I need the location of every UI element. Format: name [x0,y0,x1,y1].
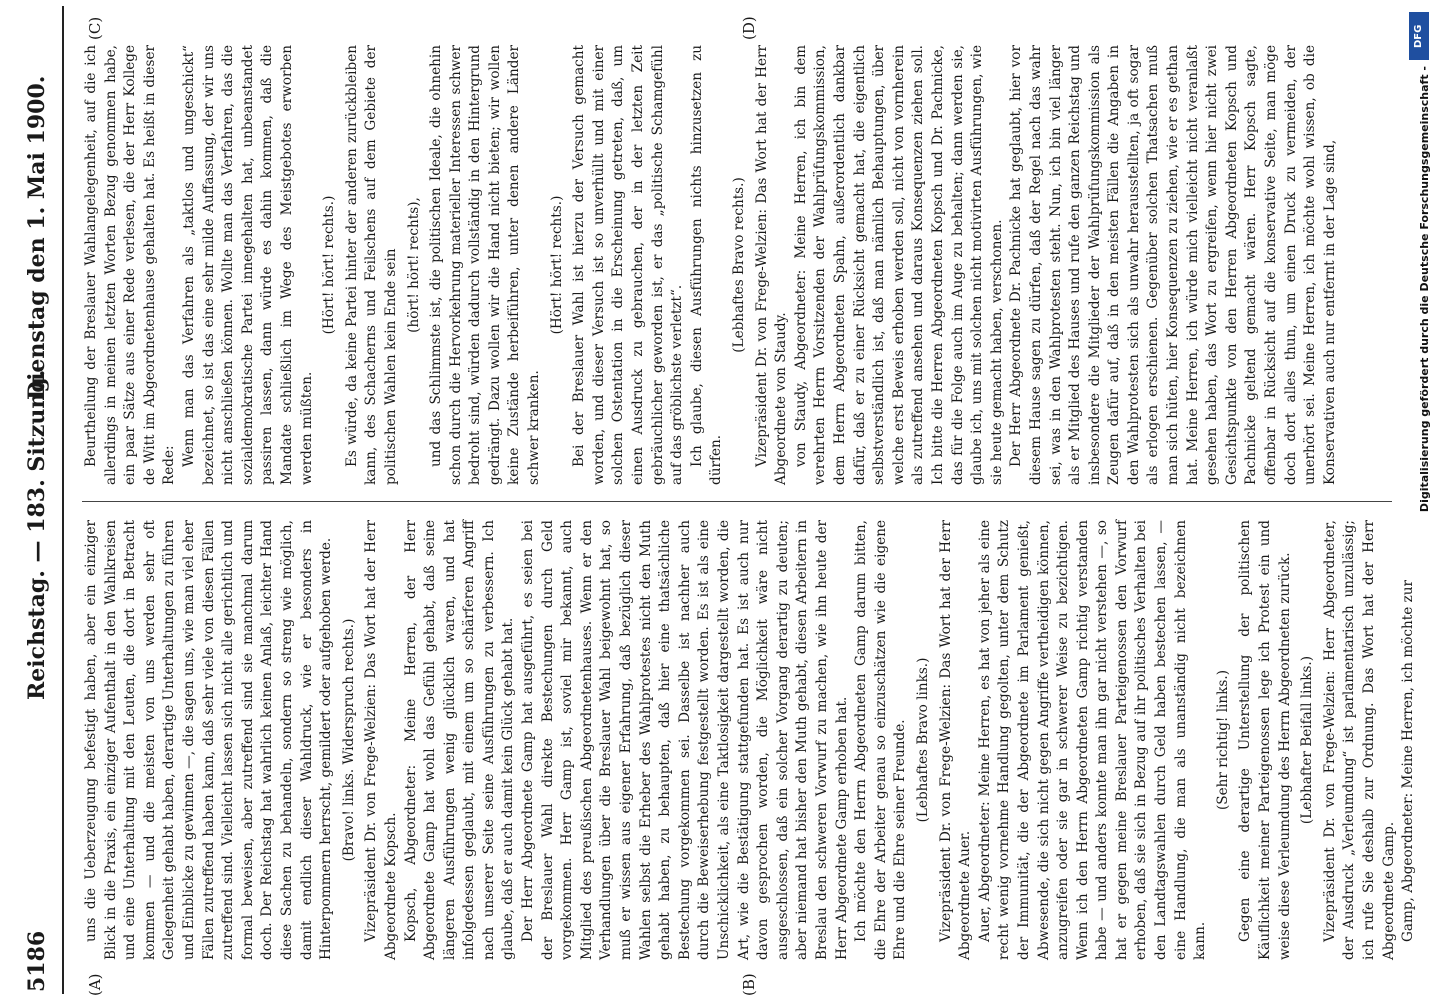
footer-text: Digitalisierung gefördert durch die Deutsche Forschungsgemeinschaft - [1418,66,1431,513]
column-separator [82,501,1392,502]
paragraph: Vizepräsident Dr. von Frege-Welzien: Herr Abgeordneter, der Ausdruck „Verleumdung“ ist parlamentarisch unzulässig; ich rufe Sie deshalb zur Ordnung. Das Wort hat der Herr Abgeordnete Gamp. [1321,520,1397,960]
paragraph: Gegen eine derartige Unterstellung der politischen Käuflichkeit meiner Parteigenossen lege ich Protest ein und weise diese Verleumdung des Herrn Abgeordneten zurück. [1237,520,1293,960]
header-rule [62,6,64,994]
paragraph: (Lebhaftes Bravo rechts.) [731,177,747,353]
paragraph: Wenn man das Verfahren als „taktlos und ungeschickt“ bezeichnet, so ist das eine sehr milde Auffassung, der wir uns nicht anschließen können. Wollte man das Verfahren, das die sozialdemokratische Partei innegehalten hat, unbeanstandet passiren lassen, dann würde es dahin kommen, daß die Mandate schließlich im Wege des Meistgebotes erworben werden müßten. [180,45,315,485]
paragraph: Der Herr Abgeordnete Dr. Pachnicke hat geglaubt, hier vor diesem Hause sagen zu dürfen, daß der Regel nach das wahr sei, was in den Wahlprotesten steht. Nun, ich bin viel länger als er Mitglied des Hauses und rufe den ganzen Reichstag und insbesondere die Mitglieder der Wahlprüfungskommission als Zeugen dafür auf, daß in den meisten Fällen die Angaben in den Wahlprotesten sich als unwahr herausstellten, ja oft sogar als erlogen erschienen. Gegenüber solchen Thatsachen muß man sich hüten, hier Konsequenzen zu ziehen, wie er es gethan hat. Meine Herren, ich würde mich vielleicht nicht veranlaßt gesehen haben, das Wort zu ergreifen, wenn hier nicht zwei Gesichtspunkte von den Herren Abgeordneten Kopsch und Pachnicke geltend gemacht wären. Herr Kopsch sagte, offenbar in Rücksicht auf die konservative Seite, man möge doch dort alles thun, um einen Druck zu vermeiden, der unerhört sei. Meine Herren, ich möchte wohl wissen, ob die Konservativen auch nur entfernt in der Lage sind, [1008,45,1338,485]
digitization-footer [1407,6,1431,996]
margin-mark-d: (D) [740,16,758,40]
paragraph: (hört! hört! rechts), [405,197,422,333]
page-header [22,0,56,1000]
paragraph: (Lebhafter Beifall links.) [1299,655,1316,825]
left-column [82,520,1417,960]
paragraph: Der Herr Abgeordnete Gamp hat ausgeführt, es seien bei der Breslauer Wahl direkte Bestechungen durch Geld vorgekommen. Herr Gamp ist, soviel mir bekannt, auch Mitglied des preußischen Abgeordnetenhauses. Wenn er den Verhandlungen über die Breslauer Wahl beigewohnt hat, so muß er wissen aus eigener Erfahrung, daß bezüglich dieser Wahlen selbst die Erheber des Wahlprotestes nicht den Muth gehabt haben, zu behaupten, daß hier eine thatsächliche Bestechung vorgekommen sei. Dasselbe ist nachher auch durch die Beweiserhebung festgestellt worden. Es ist als eine Unschicklichkeit, als eine Taktlosigkeit dargestellt worden, die Art, wie die Bestätigung stattgefunden hat. Es ist auch nur davon gesprochen worden, die Möglichkeit wäre nicht ausgeschlossen, daß ein solcher Vorgang derartig zu deuten; aber niemand hat bisher den Muth gehabt, diesen Arbeitern in Breslau den schweren Vorwurf zu machen, wie ihn heute der Herr Abgeordnete Gamp erhoben hat. [520,520,850,960]
dfg-logo: DFG [1409,12,1429,60]
paragraph: Vizepräsident Dr. von Frege-Welzien: Das Wort hat der Herr Abgeordnete Auer. [937,520,974,960]
page-number: 5186 [24,930,50,992]
margin-mark-c: (C) [86,16,104,40]
paragraph: (Lebhaftes Bravo links.) [914,657,931,823]
paragraph: Es würde, da keine Partei hinter der anderen zurückbleiben kann, des Schacherns und Feilschens auf dem Gebiete der politischen Wahlen kein Ende sein [343,45,399,485]
paragraph: Ich glaube, diesen Ausführungen nichts hinzusetzen zu dürfen. [688,45,725,485]
paragraph: Kopsch, Abgeordneter: Meine Herren, der Herr Abgeordnete Gamp hat wohl das Gefühl gehabt, daß seine längeren Ausführungen wenig glücklich waren, und hat infolgedessen geglaubt, mit einem um so schärferen Angriff nach unserer Seite seine Ausführungen zu verbessern. Ich glaube, daß er auch damit kein Glück gehabt hat. [402,520,517,960]
paragraph: Gamp, Abgeordneter: Meine Herren, ich möchte zur [1400,579,1417,942]
paragraph: Bei der Breslauer Wahl ist hierzu der Versuch gemacht worden, und dieser Versuch ist so unverhüllt und mit einer solchen Ostentation in die Erscheinung getreten, daß, um einen Ausdruck zu gebrauchen, der in der letzten Zeit gebräuchlicher geworden ist, er das „politische Schamgefühl auf das gröblichste verletzt“. [571,45,686,485]
paragraph: (Sehr richtig! links.) [1214,669,1231,811]
paragraph: Ich möchte den Herrn Abgeordneten Gamp darum bitten, die Ehre der Arbeiter genau so einzuschätzen wie die eigene Ehre und die Ehre seiner Freunde. [853,520,909,960]
paragraph: (Hört! hört! rechts.) [548,195,565,335]
margin-mark-a: (A) [86,973,104,996]
paragraph: Vizepräsident Dr. von Frege-Welzien: Das Wort hat der Herr Abgeordnete von Staudy. [753,45,790,485]
paragraph: (Hört! hört! rechts.) [321,195,338,335]
paragraph: von Staudy, Abgeordneter: Meine Herren, ich bin dem verehrten Herrn Vorsitzenden der Wahlprüfungskommission, dem Herrn Abgeordneten Spahn, außerordentlich dankbar dafür, daß er zu einer Rücksicht gemacht hat, die eigentlich selbstverständlich ist, daß man nämlich Behauptungen, über welche erst Beweis erhoben werden soll, nicht von vornherein als zutreffend ansehen und daraus Konsequenzen ziehen soll. Ich bitte die Herren Abgeordneten Kopsch und Dr. Pachnicke, das für die Folge auch im Auge zu behalten; dann werden sie, glaube ich, uns mit solchen nicht motivirten Ausführungen, wie sie heute gemacht haben, verschonen. [792,45,1005,485]
header-left-title: Reichstag. — 183. Sitzung. [24,369,50,700]
paragraph: Vizepräsident Dr. von Frege-Welzien: Das Wort hat der Herr Abgeordnete Kopsch. [363,520,399,960]
margin-mark-b: (B) [740,973,758,996]
paragraph: und das Schlimmste ist, die politischen Ideale, die ohnehin schon durch die Hervorkehrung materieller Interessen schwer bedroht sind, würden dadurch vollständig in den Hintergrund gedrängt. Dazu wollen wir die Hand nicht bieten; wir wollen keine Zustände herbeiführen, unter denen andere Länder schwer kranken. [428,45,543,485]
header-right-title: Dienstag den 1. Mai 1900. [24,75,50,400]
paragraph: Auer, Abgeordneter: Meine Herren, es hat von jeher als eine recht wenig vornehme Handlung gegolten, unter dem Schutz der Immunität, die der Abgeordnete im Parlament genießt, Abwesende, die sich nicht gegen Angriffe vertheidigen können, anzugreifen oder sie gar in schwerer Weise zu bezichtigen. Wenn ich den Herrn Abgeordneten Gamp richtig verstanden habe — und anders konnte man ihn gar nicht verstehen —, so hat er gegen meine Breslauer Parteigenossen den Vorwurf erhoben, daß sie sich in Bezug auf ihr politisches Verhalten bei den Landtagswahlen durch Geld haben bestechen lassen, — eine Handlung, die man als unanständig nicht bezeichnen kann. [976,520,1209,960]
paragraph: Beurtheilung der Breslauer Wahlangelegenheit, auf die ich allerdings in meinen letzten Worten Bezug genommen habe, ein paar Sätze aus einer Rede verlesen, die der Herr Kollege de Witt im Abgeordnetenhause gehalten hat. Es heißt in dieser Rede: [83,45,178,485]
paragraph: uns die Ueberzeugung befestigt haben, aber ein einziger Blick in die Praxis, ein einziger Aufenthalt in den Wahlkreisen und eine Unterhaltung mit den Leuten, die dort in Betracht kommen — und die meisten von uns werden sehr oft Gelegenheit gehabt haben, derartige Unterhaltungen zu führen und Einblicke zu gewinnen —, die sagen uns, wie man viel eher Fällen zutreffend haben kann, daß sehr viele von diesen Fällen zutreffend sind. Vielleicht lassen sich nicht alle gerichtlich und formal beweisen, aber zutreffend sind sie manchmal darum doch. Der Reichstag hat wahrlich keinen Anlaß, leichter Hand diese Sachen zu behandeln, sondern so streng wie möglich, damit endlich dieser Wahldruck, wie er besonders in Hinterpommern herrscht, gemildert oder aufgehoben werde. [83,520,335,960]
right-column [82,45,1392,485]
paragraph: (Bravo! links. Widerspruch rechts.) [340,618,357,862]
